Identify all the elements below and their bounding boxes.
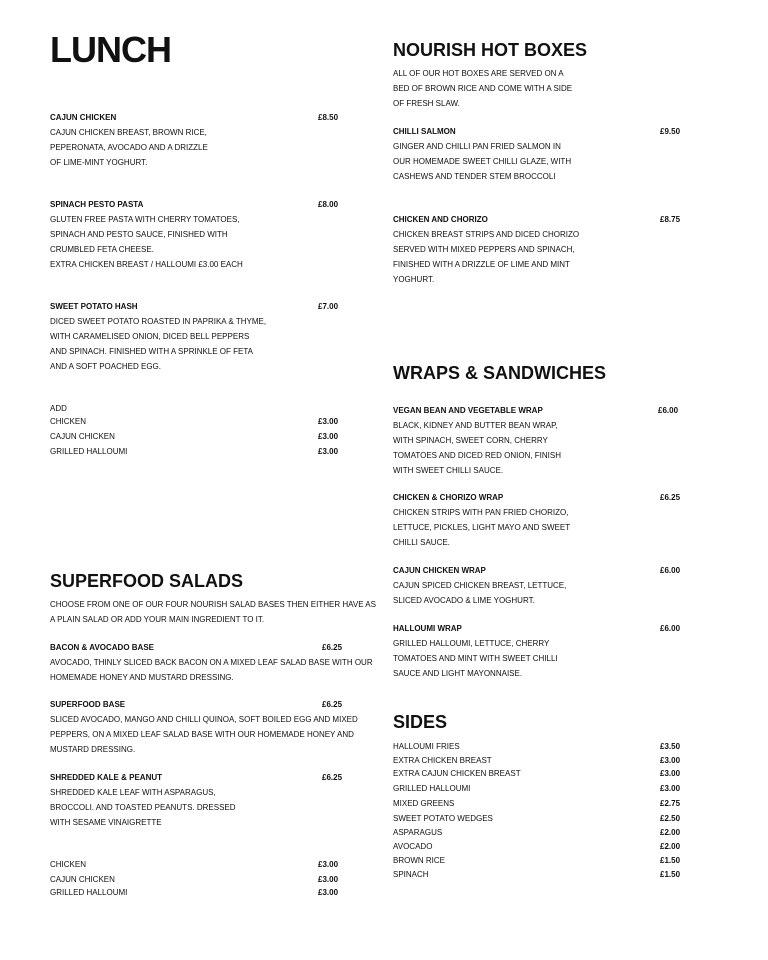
menu-item-description: GRILLED HALLOUMI, LETTUCE, CHERRY TOMATOES AND MINT WITH SWEET CHILLI SAUCE AND LIGHT MAYONNAISE. bbox=[393, 639, 558, 678]
menu-item-name: SUPERFOOD BASE bbox=[50, 700, 126, 709]
menu-item-price: £6.25 bbox=[322, 773, 343, 782]
menu-item-description: AVOCADO, THINLY SLICED BACK BACON ON A MIXED LEAF SALAD BASE WITH OUR HOMEMADE HONEY AND MUSTARD DRESSING. bbox=[50, 658, 373, 682]
menu-item-price: £6.25 bbox=[322, 643, 343, 652]
side-row: SPINACH £1.50 bbox=[393, 870, 681, 879]
menu-item-name: HALLOUMI WRAP bbox=[393, 624, 462, 633]
menu-item-description: CAJUN CHICKEN BREAST, BROWN RICE, PEPERONATA, AVOCADO AND A DRIZZLE OF LIME-MINT YOGHURT. bbox=[50, 128, 208, 167]
menu-item-name: SHREDDED KALE & PEANUT bbox=[50, 773, 163, 782]
side-row: GRILLED HALLOUMI £3.00 bbox=[393, 784, 681, 793]
menu-item-description: CAJUN SPICED CHICKEN BREAST, LETTUCE, SLICED AVOCADO & LIME YOGHURT. bbox=[393, 581, 567, 605]
menu-item-name: CHICKEN AND CHORIZO bbox=[393, 215, 488, 224]
menu-item-price: £6.25 bbox=[322, 700, 343, 709]
menu-item-description: GLUTEN FREE PASTA WITH CHERRY TOMATOES, SPINACH AND PESTO SAUCE, FINISHED WITH CRUMBLED FETA CHEESE. EXTRA CHICKEN BREAST / HALLOUMI £3.00 EACH bbox=[50, 215, 243, 269]
wraps-heading: WRAPS & SANDWICHES bbox=[393, 363, 607, 383]
menu-item-price: £6.00 bbox=[660, 624, 681, 633]
salads-intro: CHOOSE FROM ONE OF OUR FOUR NOURISH SALAD BASES THEN EITHER HAVE AS A PLAIN SALAD OR ADD YOUR MAIN INGREDIENT TO IT. bbox=[50, 600, 376, 624]
side-row: EXTRA CAJUN CHICKEN BREAST £3.00 bbox=[393, 769, 681, 778]
side-row: ASPARAGUS £2.00 bbox=[393, 828, 681, 837]
hotboxes-heading: NOURISH HOT BOXES bbox=[393, 40, 588, 60]
menu-item-price: £9.50 bbox=[660, 127, 681, 136]
side-row: AVOCADO £2.00 bbox=[393, 842, 681, 851]
menu-item-name: VEGAN BEAN AND VEGETABLE WRAP bbox=[393, 406, 543, 415]
menu-item-price: £7.00 bbox=[318, 302, 339, 311]
addon-row: CHICKEN £3.00 bbox=[50, 417, 339, 426]
menu-item-price: £6.00 bbox=[658, 406, 679, 415]
menu-item-name: CHILLI SALMON bbox=[393, 127, 456, 136]
salads-heading: SUPERFOOD SALADS bbox=[50, 571, 244, 591]
menu-item-name: CAJUN CHICKEN WRAP bbox=[393, 566, 486, 575]
menu-item-description: CHICKEN STRIPS WITH PAN FRIED CHORIZO, LETTUCE, PICKLES, LIGHT MAYO AND SWEET CHILLI SAUCE. bbox=[393, 508, 571, 547]
menu-item-description: GINGER AND CHILLI PAN FRIED SALMON IN OUR HOMEMADE SWEET CHILLI GLAZE, WITH CASHEWS AND TENDER STEM BROCCOLI bbox=[393, 142, 572, 181]
lunch-heading: LUNCH bbox=[50, 29, 171, 70]
side-row: SWEET POTATO WEDGES £2.50 bbox=[393, 814, 681, 823]
addon-row: CHICKEN £3.00 bbox=[50, 860, 339, 869]
menu-item-price: £6.00 bbox=[660, 566, 681, 575]
side-row: BROWN RICE £1.50 bbox=[393, 856, 681, 865]
menu-item-price: £6.25 bbox=[660, 493, 681, 502]
menu-item-name: CHICKEN & CHORIZO WRAP bbox=[393, 493, 504, 502]
menu-item-price: £8.50 bbox=[318, 113, 339, 122]
menu-item-description: SHREDDED KALE LEAF WITH ASPARAGUS, BROCCOLI. AND TOASTED PEANUTS. DRESSED WITH SESAME VINAIGRETTE bbox=[50, 788, 236, 827]
menu-item-name: SPINACH PESTO PASTA bbox=[50, 200, 144, 209]
menu-item-price: £8.00 bbox=[318, 200, 339, 209]
menu-item-description: BLACK, KIDNEY AND BUTTER BEAN WRAP, WITH SPINACH, SWEET CORN, CHERRY TOMATOES AND DICED RED ONION, FINISH WITH SWEET CHILLI SAUCE. bbox=[393, 421, 562, 475]
addon-row: CAJUN CHICKEN £3.00 bbox=[50, 875, 339, 884]
addon-row: GRILLED HALLOUMI £3.00 bbox=[50, 888, 339, 897]
sides-heading: SIDES bbox=[393, 712, 448, 732]
menu-item-price: £8.75 bbox=[660, 215, 681, 224]
addon-row: CAJUN CHICKEN £3.00 bbox=[50, 432, 339, 441]
menu-item-description: SLICED AVOCADO, MANGO AND CHILLI QUINOA, SOFT BOILED EGG AND MIXED PEPPERS, ON A MIXED LEAF SALAD BASE WITH OUR HOMEMADE HONEY AND MUSTARD DRESSING. bbox=[50, 715, 358, 754]
side-row: HALLOUMI FRIES £3.50 bbox=[393, 742, 681, 751]
hotboxes-intro: ALL OF OUR HOT BOXES ARE SERVED ON A BED OF BROWN RICE AND COME WITH A SIDE OF FRESH SLAW. bbox=[393, 69, 573, 108]
menu-item-description: CHICKEN BREAST STRIPS AND DICED CHORIZO SERVED WITH MIXED PEPPERS AND SPINACH, FINISHED WITH A DRIZZLE OF LIME AND MINT YOGHURT. bbox=[393, 230, 580, 284]
side-row: MIXED GREENS £2.75 bbox=[393, 799, 681, 808]
addon-row: GRILLED HALLOUMI £3.00 bbox=[50, 447, 339, 456]
menu-item-name: SWEET POTATO HASH bbox=[50, 302, 138, 311]
menu-item-name: CAJUN CHICKEN bbox=[50, 113, 117, 122]
menu-item-description: DICED SWEET POTATO ROASTED IN PAPRIKA & THYME, WITH CARAMELISED ONION, DICED BELL PEPPERS AND SPINACH. FINISHED WITH A SPRINKLE OF FETA AND A SOFT POACHED EGG. bbox=[50, 317, 267, 371]
side-row: EXTRA CHICKEN BREAST £3.00 bbox=[393, 756, 681, 765]
add-label: ADD bbox=[50, 404, 67, 413]
menu-item-name: BACON & AVOCADO BASE bbox=[50, 643, 155, 652]
